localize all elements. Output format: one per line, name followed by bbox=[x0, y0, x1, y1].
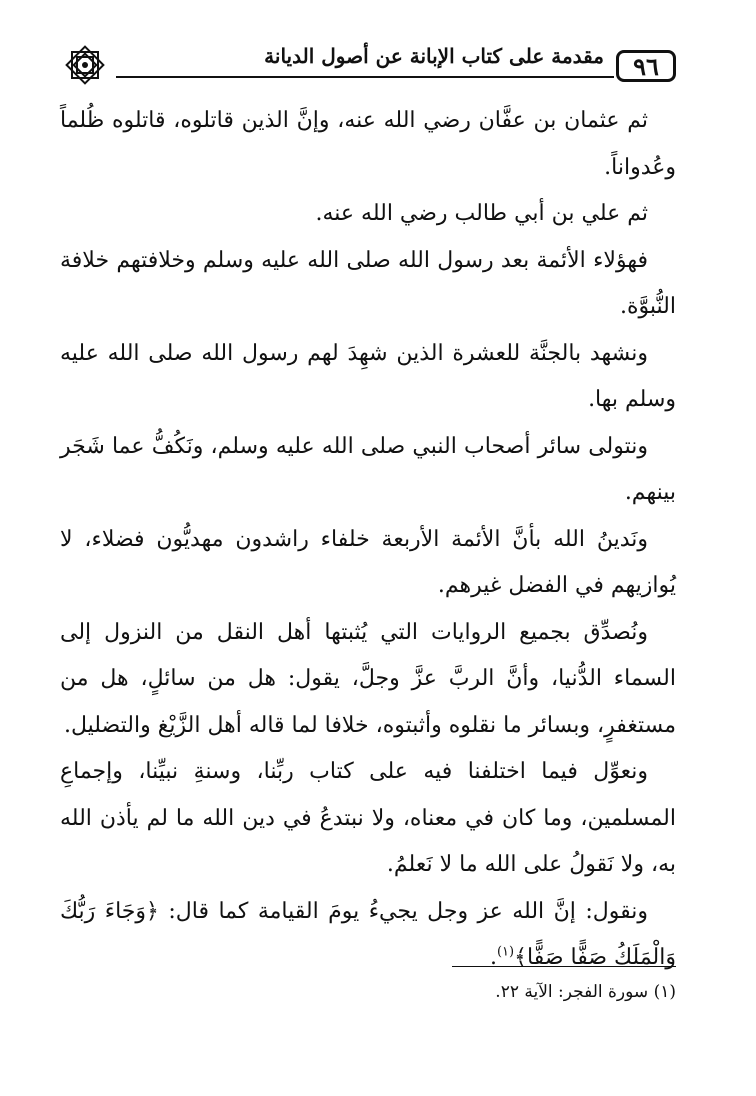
header-rule bbox=[116, 76, 614, 78]
paragraph: ونُصدِّق بجميع الروايات التي يُثبتها أهل النقل من النزول إلى السماء الدُّنيا، وأنَّ الربَّ عزَّ وجلَّ، يقول: هل من سائلٍ، هل من مستغفرٍ، وبسائر ما نقلوه وأثبتوه، خلافا لما قاله أهل الزَّيْغ والتضليل. bbox=[60, 619, 676, 738]
running-title: مقدمة على كتاب الإبانة عن أصول الديانة bbox=[264, 44, 604, 68]
paragraph: ونشهد بالجنَّة للعشرة الذين شهِدَ لهم رسول الله صلى الله عليه وسلم بها. bbox=[60, 340, 676, 412]
paragraph-with-quote bbox=[60, 889, 676, 982]
quran-quote-text: ونقول: إنَّ الله عز وجل يجيءُ يومَ القيامة كما قال: ﴿وَجَاءَ رَبُّكَ وَالْمَلَكُ صَفًّا صَفًّا﴾ bbox=[60, 898, 676, 970]
page-header bbox=[60, 36, 676, 88]
eight-point-star-icon bbox=[60, 40, 110, 90]
footnote: (١) سورة الفجر: الآية ٢٢. bbox=[495, 982, 676, 1002]
paragraph: ونَدينُ الله بأنَّ الأئمة الأربعة خلفاء راشدون مهديُّون فضلاء، لا يُوازيهم في الفضل غيرهم. bbox=[60, 526, 676, 598]
paragraph: ونتولى سائر أصحاب النبي صلى الله عليه وسلم، ونَكُفُّ عما شَجَر بينهم. bbox=[60, 433, 676, 505]
footnote-separator bbox=[452, 966, 676, 967]
main-text bbox=[60, 98, 676, 982]
paragraph-end: . bbox=[489, 945, 497, 970]
paragraph: ونعوِّل فيما اختلفنا فيه على كتاب ربِّنا، وسنةِ نبيِّنا، وإجماعِ المسلمين، وما كان في معناه، ولا نبتدعُ في دين الله ما لم يأذن الله به، ولا نَقولُ على الله ما لا نَعلمُ. bbox=[60, 759, 676, 877]
footnote-marker: (١) bbox=[496, 944, 515, 960]
paragraph: ثم عثمان بن عفَّان رضي الله عنه، وإنَّ الذين قاتلوه، قاتلوه ظُلماً وعُدواناً. bbox=[60, 108, 676, 180]
footnotes bbox=[60, 978, 676, 1006]
page-number: ٩٦ bbox=[616, 50, 676, 82]
paragraph: ثم علي بن أبي طالب رضي الله عنه. bbox=[315, 201, 648, 226]
paragraph: فهؤلاء الأئمة بعد رسول الله صلى الله عليه وسلم وخلافتهم خلافة النُّبوَّة. bbox=[60, 247, 676, 319]
